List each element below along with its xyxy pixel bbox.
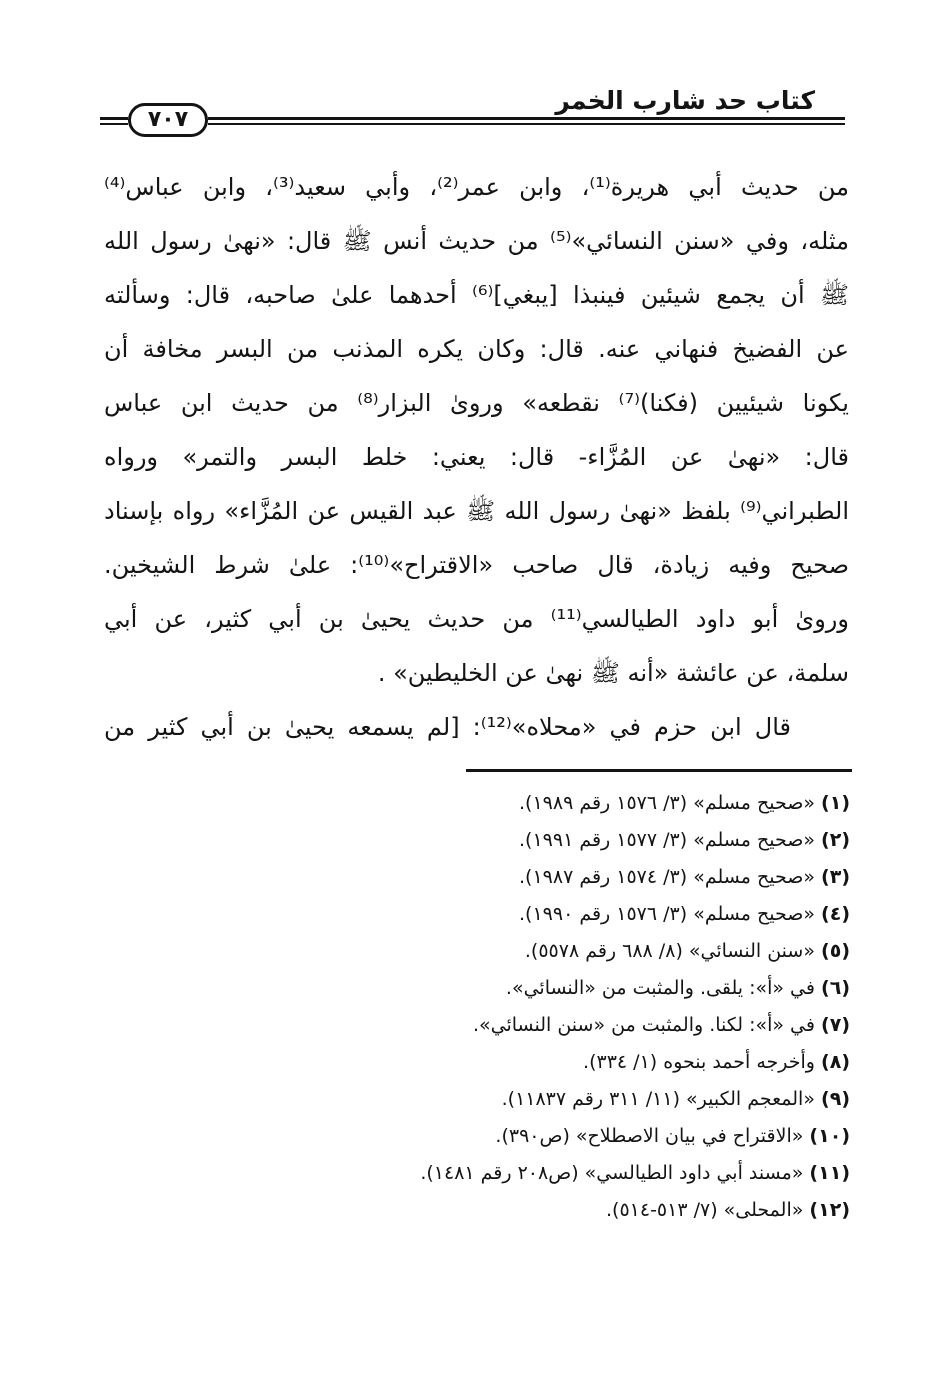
footnote-number: (٤)	[821, 903, 850, 925]
footnote	[330, 1118, 850, 1155]
footnote	[330, 785, 850, 822]
text-line: ورویٰ أبو داود الطيالسي⁽¹¹⁾ من حديث يحيىٰ بن أبي كثير، عن أبي	[104, 605, 849, 633]
main-text	[104, 160, 849, 754]
footnote	[330, 896, 850, 933]
text-line: سلمة، عن عائشة «أنه ﷺ نهىٰ عن الخليطين» .	[377, 659, 849, 687]
text-line: يكونا شيئيين (فكنا)⁽⁷⁾ نقطعه» ورویٰ البزار⁽⁸⁾ من حديث ابن عباس	[104, 389, 849, 417]
footnote-number: (١)	[821, 792, 850, 814]
header-rule-top	[208, 117, 845, 120]
footnote-text: «صحيح مسلم» (٣/ ١٥٧٦ رقم ١٩٩٠).	[519, 903, 815, 925]
footnote-text: «صحيح مسلم» (٣/ ١٥٧٤ رقم ١٩٨٧).	[519, 866, 815, 888]
footnote	[330, 859, 850, 896]
text-line: عن الفضيخ فنهاني عنه. قال: وكان يكره المذنب من البسر مخافة أن	[104, 335, 849, 363]
footnote-number: (٢)	[821, 829, 850, 851]
text-line: قال ابن حزم في «محلاه»⁽¹²⁾: [لم يسمعه يحيىٰ بن أبي كثير من	[104, 713, 791, 741]
footnote-number: (٧)	[821, 1014, 850, 1036]
text-line: ﷺ أن يجمع شيئين فينبذا [يبغي]⁽⁶⁾ أحدهما علىٰ صاحبه، قال: وسألته	[104, 281, 849, 309]
footnote-number: (٥)	[821, 940, 850, 962]
footnote-text: وأخرجه أحمد بنحوه (١/ ٣٣٤).	[583, 1051, 815, 1073]
footnote-number: (٦)	[821, 977, 850, 999]
footnote	[330, 1081, 850, 1118]
footnotes	[330, 785, 850, 1229]
footnote-number: (٩)	[821, 1088, 850, 1110]
footnote-text: «مسند أبي داود الطيالسي» (ص٢٠٨ رقم ١٤٨١).	[420, 1162, 804, 1184]
footnote-text: «الاقتراح في بيان الاصطلاح» (ص٣٩٠).	[495, 1125, 804, 1147]
footnote-text: «صحيح مسلم» (٣/ ١٥٧٧ رقم ١٩٩١).	[519, 829, 815, 851]
text-line: من حديث أبي هريرة⁽¹⁾، وابن عمر⁽²⁾، وأبي سعيد⁽³⁾، وابن عباس⁽⁴⁾	[104, 173, 850, 201]
running-title: كتاب حد شارب الخمر	[555, 86, 815, 115]
footnote-separator	[466, 769, 852, 772]
footnote	[330, 933, 850, 970]
footnote-text: «المحلى» (٧/ ٥١٣-٥١٤).	[605, 1199, 804, 1221]
text-line: الطبراني⁽⁹⁾ بلفظ «نهىٰ رسول الله ﷺ عبد القيس عن المُزَّاء» رواه بإسناد	[104, 497, 849, 525]
footnote-number: (١٢)	[809, 1199, 850, 1221]
footnote	[330, 1192, 850, 1229]
page-header	[100, 70, 845, 140]
footnote-number: (٣)	[821, 866, 850, 888]
footnote-number: (٨)	[821, 1051, 850, 1073]
page-number: ٧٠٧	[128, 103, 208, 137]
footnote-text: «صحيح مسلم» (٣/ ١٥٧٦ رقم ١٩٨٩).	[519, 792, 815, 814]
footnote-number: (١١)	[809, 1162, 850, 1184]
footnote	[330, 1155, 850, 1192]
footnote-text: «سنن النسائي» (٨/ ٦٨٨ رقم ٥٥٧٨).	[524, 940, 815, 962]
footnote	[330, 970, 850, 1007]
footnote	[330, 822, 850, 859]
text-line: صحيح وفيه زيادة، قال صاحب «الاقتراح»⁽¹⁰⁾: علىٰ شرط الشيخين.	[104, 551, 850, 579]
footnote-text: في «أ»: لكنا. والمثبت من «سنن النسائي».	[472, 1014, 815, 1036]
text-line: قال: «نهىٰ عن المُزَّاء- قال: يعني: خلط البسر والتمر» ورواه	[104, 443, 849, 471]
footnote-text: في «أ»: يلقى. والمثبت من «النسائي».	[505, 977, 815, 999]
footnote-text: «المعجم الكبير» (١١/ ٣١١ رقم ١١٨٣٧).	[501, 1088, 815, 1110]
footnote-number: (١٠)	[809, 1125, 850, 1147]
header-rule-left-top	[100, 117, 128, 120]
text-line: مثله، وفي «سنن النسائي»⁽⁵⁾ من حديث أنس ﷺ قال: «نهىٰ رسول الله	[104, 227, 850, 255]
header-rule-bottom	[208, 123, 845, 125]
footnote	[330, 1044, 850, 1081]
header-rule-left-bottom	[100, 123, 128, 125]
footnote	[330, 1007, 850, 1044]
